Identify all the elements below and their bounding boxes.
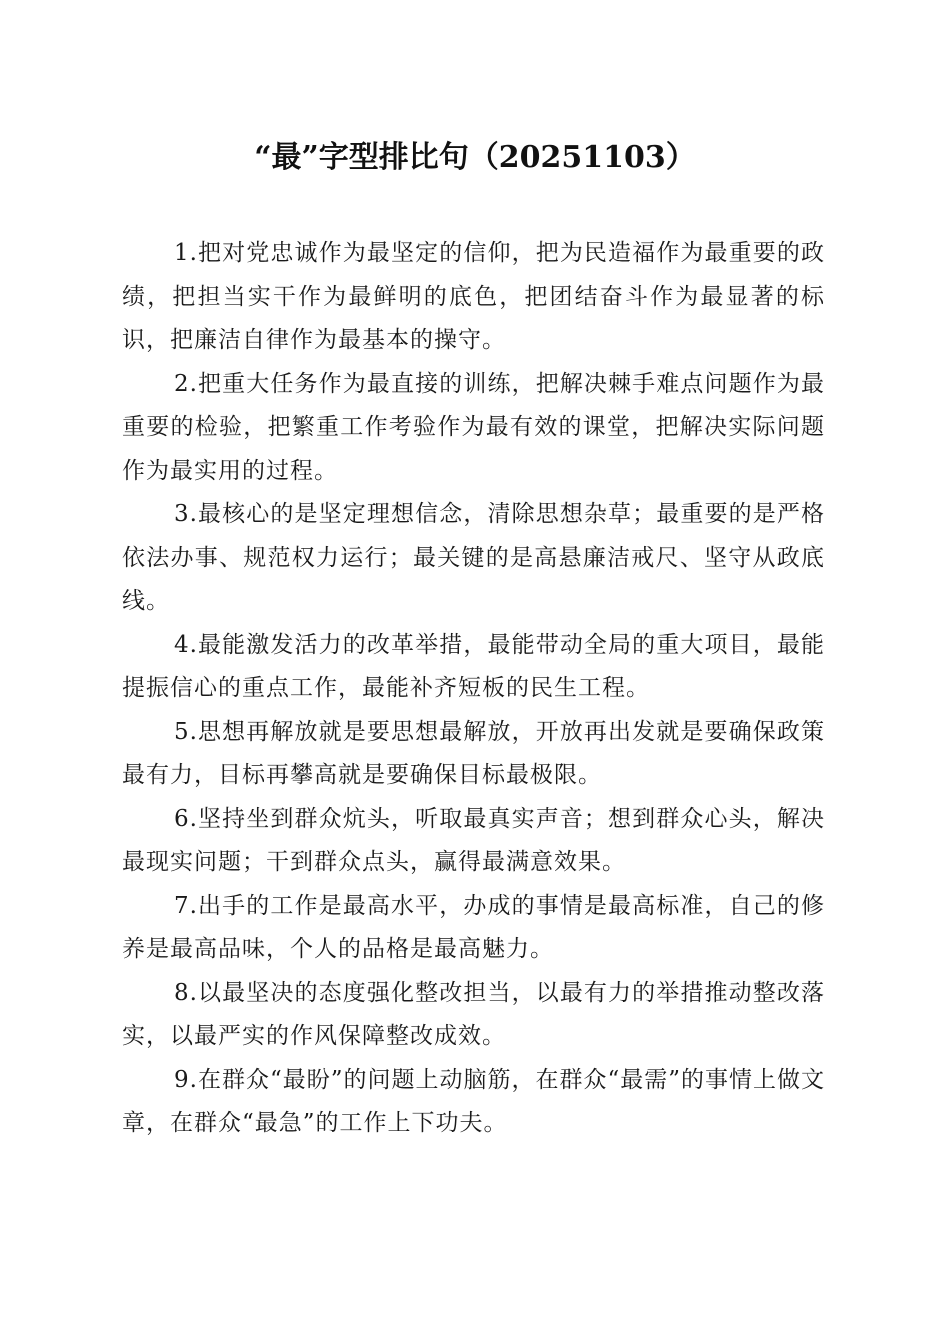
paragraph-8: 8.以最坚决的态度强化整改担当，以最有力的举措推动整改落实，以最严实的作风保障整改成效。: [122, 979, 825, 1049]
paragraph-6: 6.坚持坐到群众炕头，听取最真实声音；想到群众心头，解决最现实问题；干到群众点头，赢得最满意效果。: [122, 805, 825, 875]
paragraph-9: 9.在群众“最盼”的问题上动脑筋，在群众“最需”的事情上做文章，在群众“最急”的工作上下功夫。: [122, 1066, 825, 1136]
paragraph-5: 5.思想再解放就是要思想最解放，开放再出发就是要确保政策最有力，目标再攀高就是要确保目标最极限。: [122, 718, 825, 788]
document-title: “最”字型排比句（20251103）: [254, 140, 696, 175]
paragraph-7: 7.出手的工作是最高水平，办成的事情是最高标准，自己的修养是最高品味，个人的品格是最高魅力。: [122, 892, 825, 962]
paragraph-2: 2.把重大任务作为最直接的训练，把解决棘手难点问题作为最重要的检验，把繁重工作考验作为最有效的课堂，把解决实际问题作为最实用的过程。: [122, 370, 825, 484]
document-body: [122, 232, 825, 1146]
paragraph-1: 1.把对党忠诚作为最坚定的信仰，把为民造福作为最重要的政绩，把担当实干作为最鲜明的底色，把团结奋斗作为最显著的标识，把廉洁自律作为最基本的操守。: [122, 240, 825, 353]
paragraph-3: 3.最核心的是坚定理想信念，清除思想杂草；最重要的是严格依法办事、规范权力运行；最关键的是高悬廉洁戒尺、坚守从政底线。: [122, 501, 825, 614]
paragraph-4: 4.最能激发活力的改革举措，最能带动全局的重大项目，最能提振信心的重点工作，最能补齐短板的民生工程。: [122, 631, 825, 701]
